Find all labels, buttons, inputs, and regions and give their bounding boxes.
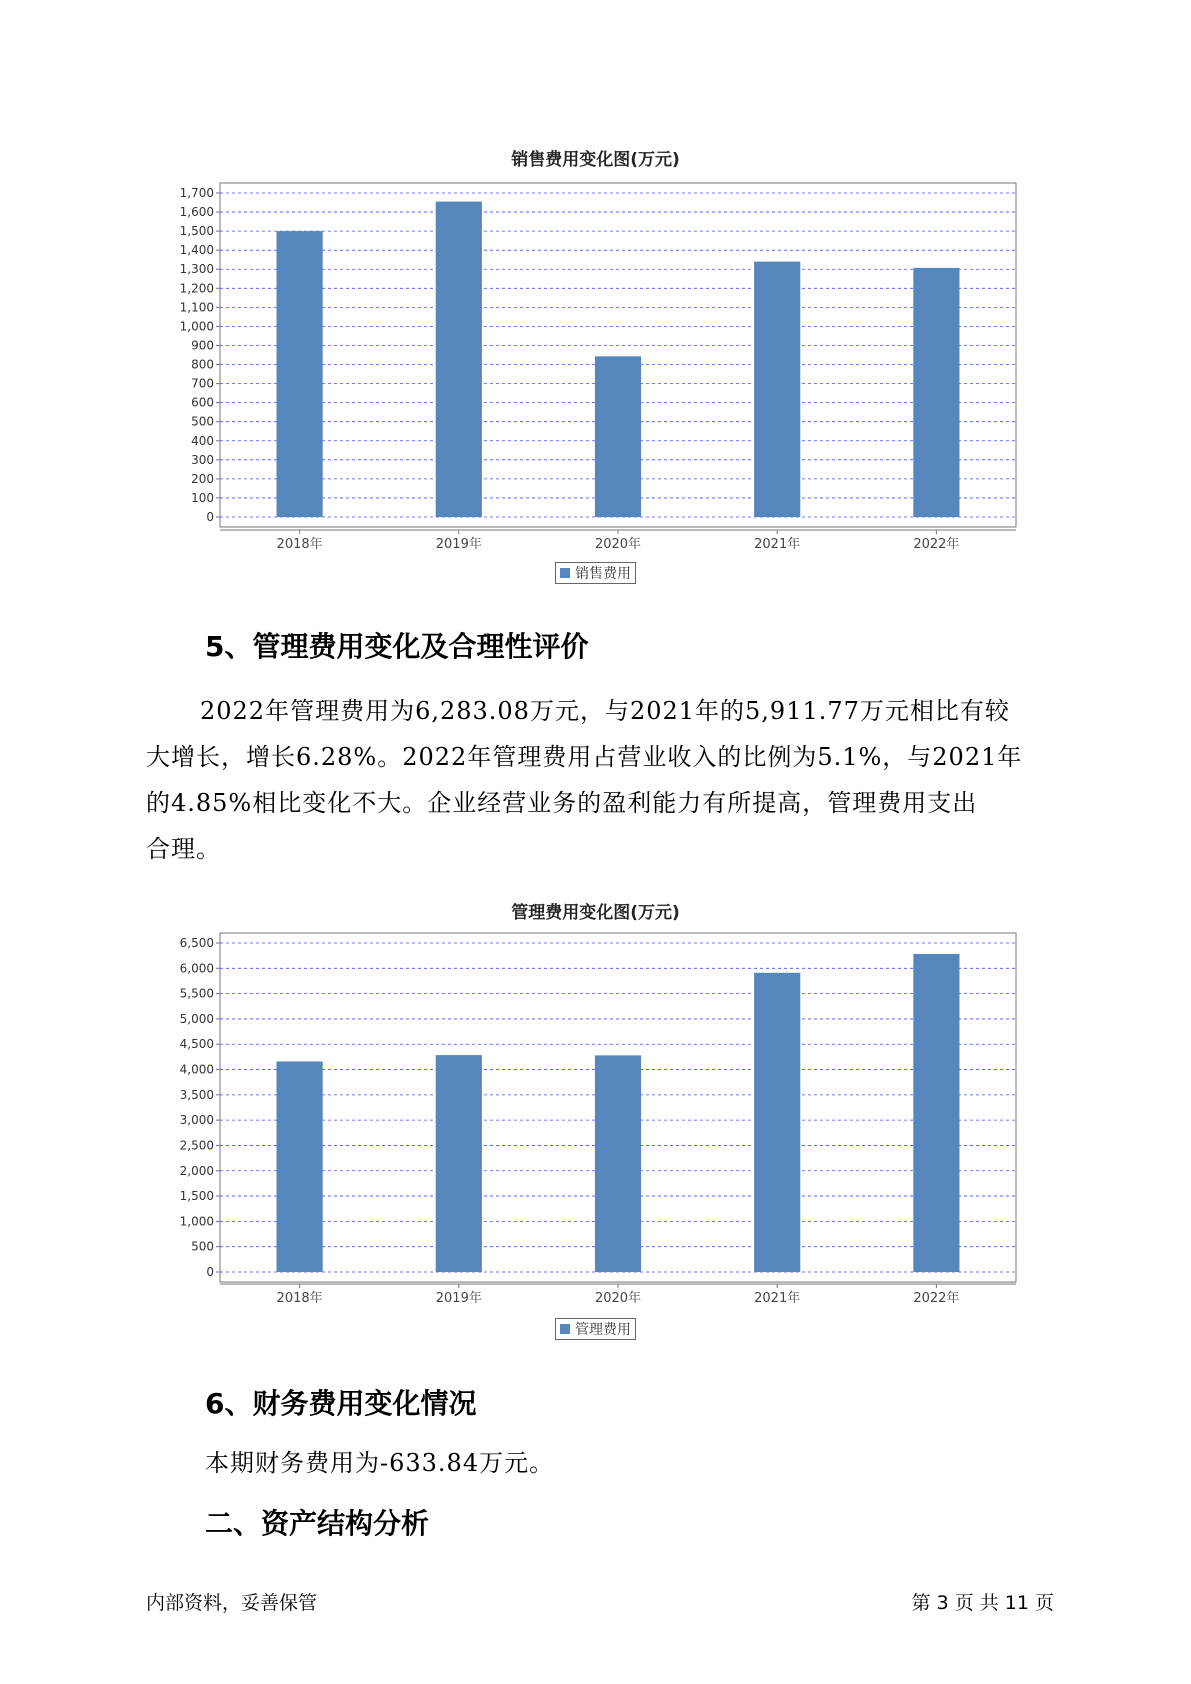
section5-heading: 5、管理费用变化及合理性评价 [205, 630, 589, 663]
x-tick-label: 2018年 [276, 537, 323, 552]
x-tick-label: 2021年 [754, 1291, 801, 1306]
bar [913, 268, 959, 517]
y-tick-label: 600 [191, 395, 214, 410]
chart2-legend-label: 管理费用 [575, 1322, 631, 1338]
y-tick-label: 3,500 [179, 1087, 214, 1102]
para-line: 合理。 [146, 835, 221, 863]
y-tick-label: 1,700 [179, 186, 214, 200]
y-tick-label: 800 [191, 357, 214, 372]
admin-expense-chart [0, 925, 1191, 1345]
x-tick-label: 2022年 [913, 537, 960, 552]
bar [277, 1061, 323, 1272]
section6-paragraph [205, 1440, 1105, 1486]
y-tick-label: 2,500 [179, 1138, 214, 1153]
y-tick-label: 0 [206, 1265, 214, 1279]
x-tick-label: 2018年 [276, 1291, 323, 1306]
x-tick-label: 2019年 [435, 537, 482, 552]
y-tick-label: 4,500 [179, 1037, 214, 1052]
x-tick-label: 2021年 [754, 537, 801, 552]
x-tick-label: 2020年 [594, 1291, 642, 1306]
y-tick-label: 1,000 [179, 319, 214, 334]
para-line: 2022年管理费用为6,283.08万元，与2021年的5,911.77万元相比有较 [200, 697, 1010, 725]
y-tick-label: 1,000 [179, 1214, 214, 1229]
bar [754, 262, 800, 517]
bar [436, 1055, 482, 1272]
x-tick-label: 2019年 [435, 1291, 482, 1306]
y-tick-label: 400 [191, 433, 214, 448]
y-tick-label: 6,000 [179, 961, 214, 976]
y-tick-label: 5,000 [179, 1011, 214, 1026]
footer-page-number: 第 3 页 共 11 页 [911, 1592, 1054, 1614]
chart1-legend [555, 562, 636, 584]
section6-heading: 6、财务费用变化情况 [205, 1387, 477, 1420]
y-tick-label: 200 [191, 471, 214, 486]
para-line: 本期财务费用为-633.84万元。 [205, 1449, 555, 1477]
bar [913, 954, 959, 1272]
y-tick-label: 4,000 [179, 1062, 214, 1077]
x-tick-label: 2020年 [594, 537, 642, 552]
y-tick-label: 3,000 [179, 1113, 214, 1128]
y-tick-label: 100 [191, 490, 214, 505]
y-tick-label: 6,500 [179, 936, 214, 950]
bar [595, 356, 641, 517]
y-tick-label: 1,400 [179, 243, 214, 258]
bar [277, 231, 323, 517]
legend-swatch [560, 568, 570, 578]
y-tick-label: 500 [191, 1239, 214, 1254]
y-tick-label: 1,100 [179, 300, 214, 315]
footer-left: 内部资料，妥善保管 [146, 1592, 318, 1614]
y-tick-label: 1,500 [179, 1189, 214, 1204]
section-two-heading: 二、资产结构分析 [205, 1507, 430, 1540]
y-tick-label: 1,600 [179, 205, 214, 220]
y-tick-label: 700 [191, 376, 214, 391]
y-tick-label: 1,500 [179, 224, 214, 239]
chart1-title: 销售费用变化图(万元) [511, 150, 680, 170]
legend-swatch [560, 1324, 570, 1334]
x-tick-label: 2022年 [913, 1291, 960, 1306]
chart2-title: 管理费用变化图(万元) [511, 903, 680, 923]
y-tick-label: 2,000 [179, 1163, 214, 1178]
y-tick-label: 1,200 [179, 281, 214, 296]
y-tick-label: 0 [206, 510, 214, 524]
sales-expense-chart [0, 160, 1191, 680]
y-tick-label: 500 [191, 414, 214, 429]
bar [436, 202, 482, 517]
y-tick-label: 300 [191, 452, 214, 467]
para-line: 大增长，增长6.28%。2022年管理费用占营业收入的比例为5.1%，与2021年 [146, 743, 1023, 771]
y-tick-label: 900 [191, 338, 214, 353]
y-tick-label: 5,500 [179, 986, 214, 1001]
section5-paragraph [146, 688, 1046, 872]
para-line: 的4.85%相比变化不大。企业经营业务的盈利能力有所提高，管理费用支出 [146, 789, 978, 817]
bar [595, 1055, 641, 1272]
chart2-legend [555, 1318, 636, 1340]
bar [754, 973, 800, 1272]
y-tick-label: 1,300 [179, 262, 214, 277]
chart1-legend-label: 销售费用 [575, 566, 631, 582]
